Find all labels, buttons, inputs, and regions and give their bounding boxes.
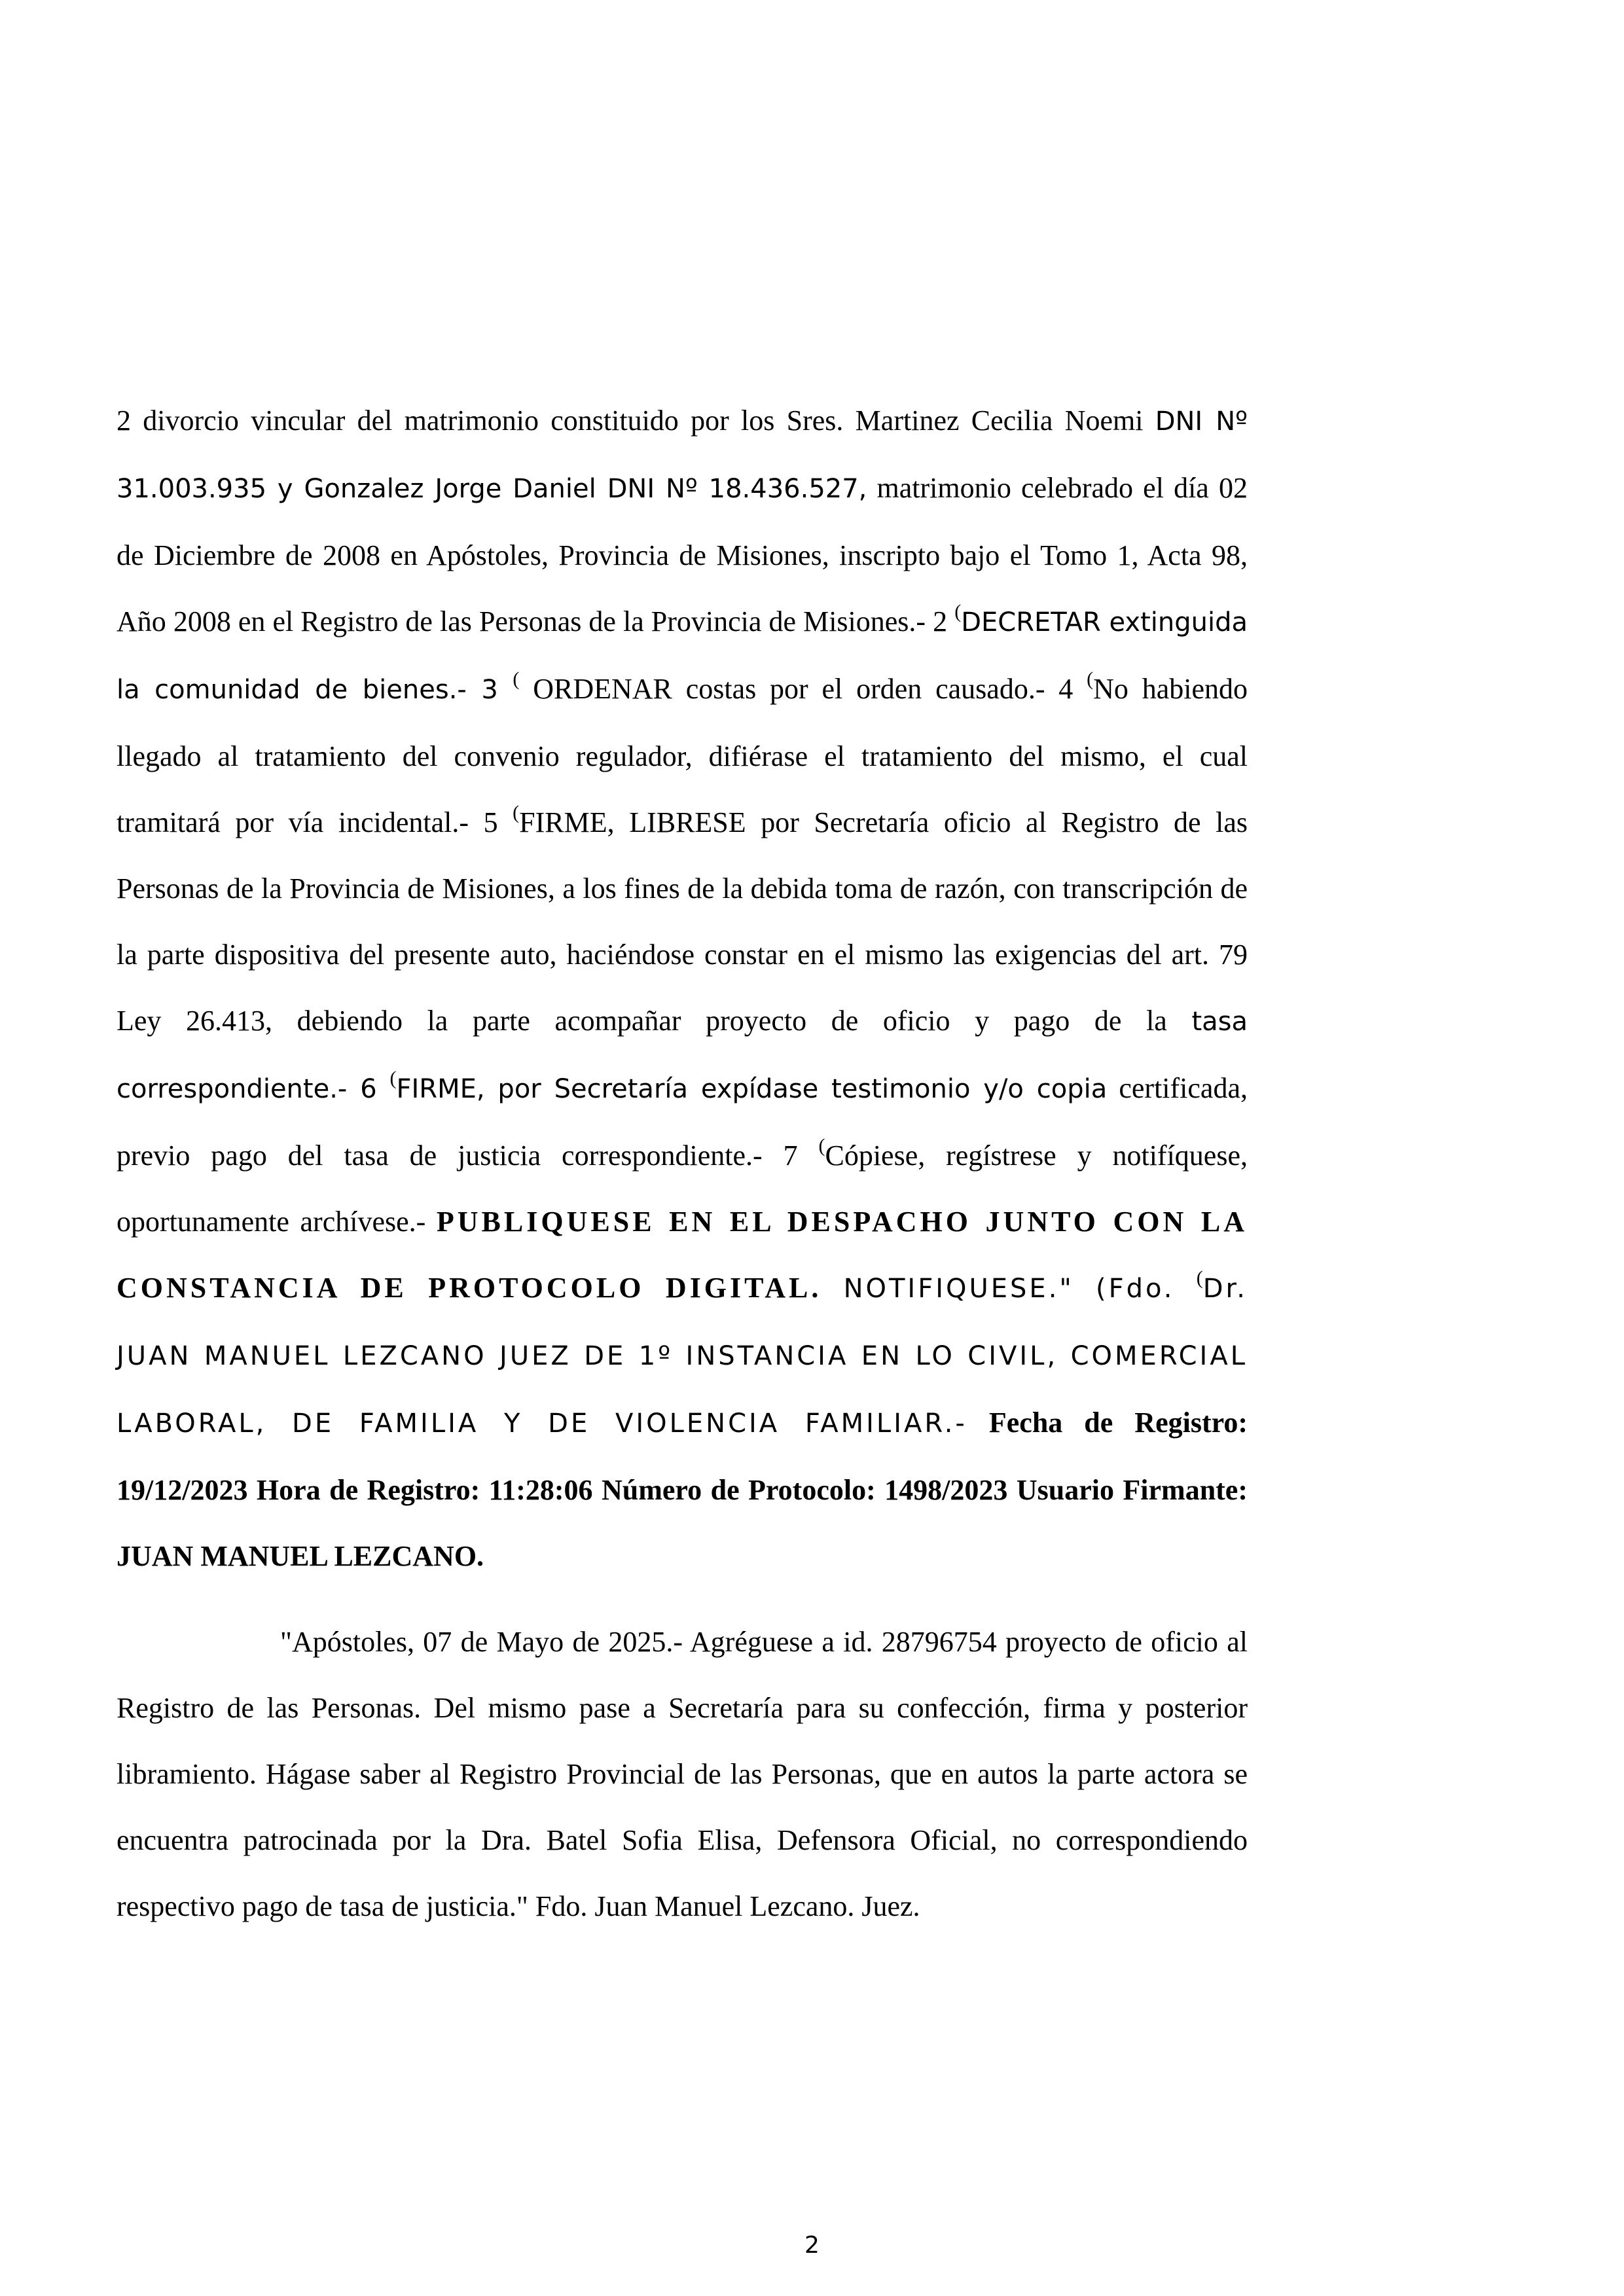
text-run-tasa: tasa correspondiente.- 6 (117, 1007, 1248, 1104)
text-run: ORDENAR costas por el orden causado.- 4 (519, 673, 1087, 705)
text-run: FIRME, LIBRESE por Secretaría oficio al Registro de las Personas de la Provincia de Misiones, a los fines de la debida toma de razón, con transcripción de la parte dispositiva del presente auto, haciéndose constar en el mismo las exigencias del art. 79 Ley 26.413, debiendo la parte acompañar proyecto de oficio y pago de la (117, 806, 1248, 1037)
text-run: No habiendo llegado al tratamiento del convenio regulador, difiérase el tratamiento del mismo, el cual tramitará por vía incidental.- 5 (117, 673, 1248, 838)
text-run-notifiquese: NOTIFIQUESE." (Fdo. (821, 1274, 1197, 1304)
text-run: certificada, previo pago del tasa de justicia correspondiente.- 7 (117, 1072, 1248, 1172)
superscript-mark: ( (954, 601, 962, 622)
judge-signature-block: Dr. JUAN MANUEL LEZCANO JUEZ DE 1º INSTANCIA EN LO CIVIL, COMERCIAL LABORAL, DE FAMILIA Y DE VIOLENCIA FAMILIAR.- (117, 1274, 1248, 1439)
text-run: 2 divorcio vincular del matrimonio constituido por los Sres. Martinez Cecilia Noemi (117, 404, 1155, 437)
resolution-paragraph (117, 387, 1248, 1589)
registry-details: Fecha de Registro: 19/12/2023 Hora de Registro: 11:28:06 Número de Protocolo: 1498/2023 Usuario Firmante: JUAN MANUEL LEZCANO. (117, 1407, 1248, 1572)
text-run-dni: DNI Nº 31.003.935 y Gonzalez Jorge Daniel DNI Nº 18.436.527, (117, 406, 1248, 504)
text-run: matrimonio celebrado el día 02 de Diciembre de 2008 en Apóstoles, Provincia de Misiones, inscripto bajo el Tomo 1, Acta 98, Año 2008 en el Registro de las Personas de la Provincia de Misiones.- 2 (117, 472, 1248, 637)
text-run-decretar: DECRETAR extinguida la comunidad de bienes.- 3 (117, 607, 1248, 705)
bold-publication-notice: PUBLIQUESE EN EL DESPACHO JUNTO CON LA CONSTANCIA DE PROTOCOLO DIGITAL. (117, 1206, 1248, 1304)
superscript-mark: ( (513, 668, 520, 690)
superscript-mark: ( (389, 1067, 397, 1089)
page-number: 2 (804, 2232, 820, 2259)
superscript-mark: ( (818, 1135, 825, 1157)
superscript-mark: ( (1087, 668, 1094, 690)
superscript-mark: ( (513, 802, 520, 823)
document-body (117, 387, 1248, 1939)
superscript-mark: ( (1196, 1267, 1203, 1289)
text-run-firme: FIRME, por Secretaría expídase testimonio y/o copia (396, 1074, 1108, 1104)
decree-paragraph: "Apóstoles, 07 de Mayo de 2025.- Agréguese a id. 28796754 proyecto de oficio al Registro de las Personas. Del mismo pase a Secretaría para su confección, firma y posterior libramiento. Hágase saber al Registro Provincial de las Personas, que en autos la parte actora se encuentra patrocinada por la Dra. Batel Sofia Elisa, Defensora Oficial, no correspondiendo respectivo pago de tasa de justicia." Fdo. Juan Manuel Lezcano. Juez. (117, 1626, 1248, 1922)
text-run: Cópiese, regístrese y notifíquese, oportunamente archívese.- (117, 1139, 1248, 1238)
